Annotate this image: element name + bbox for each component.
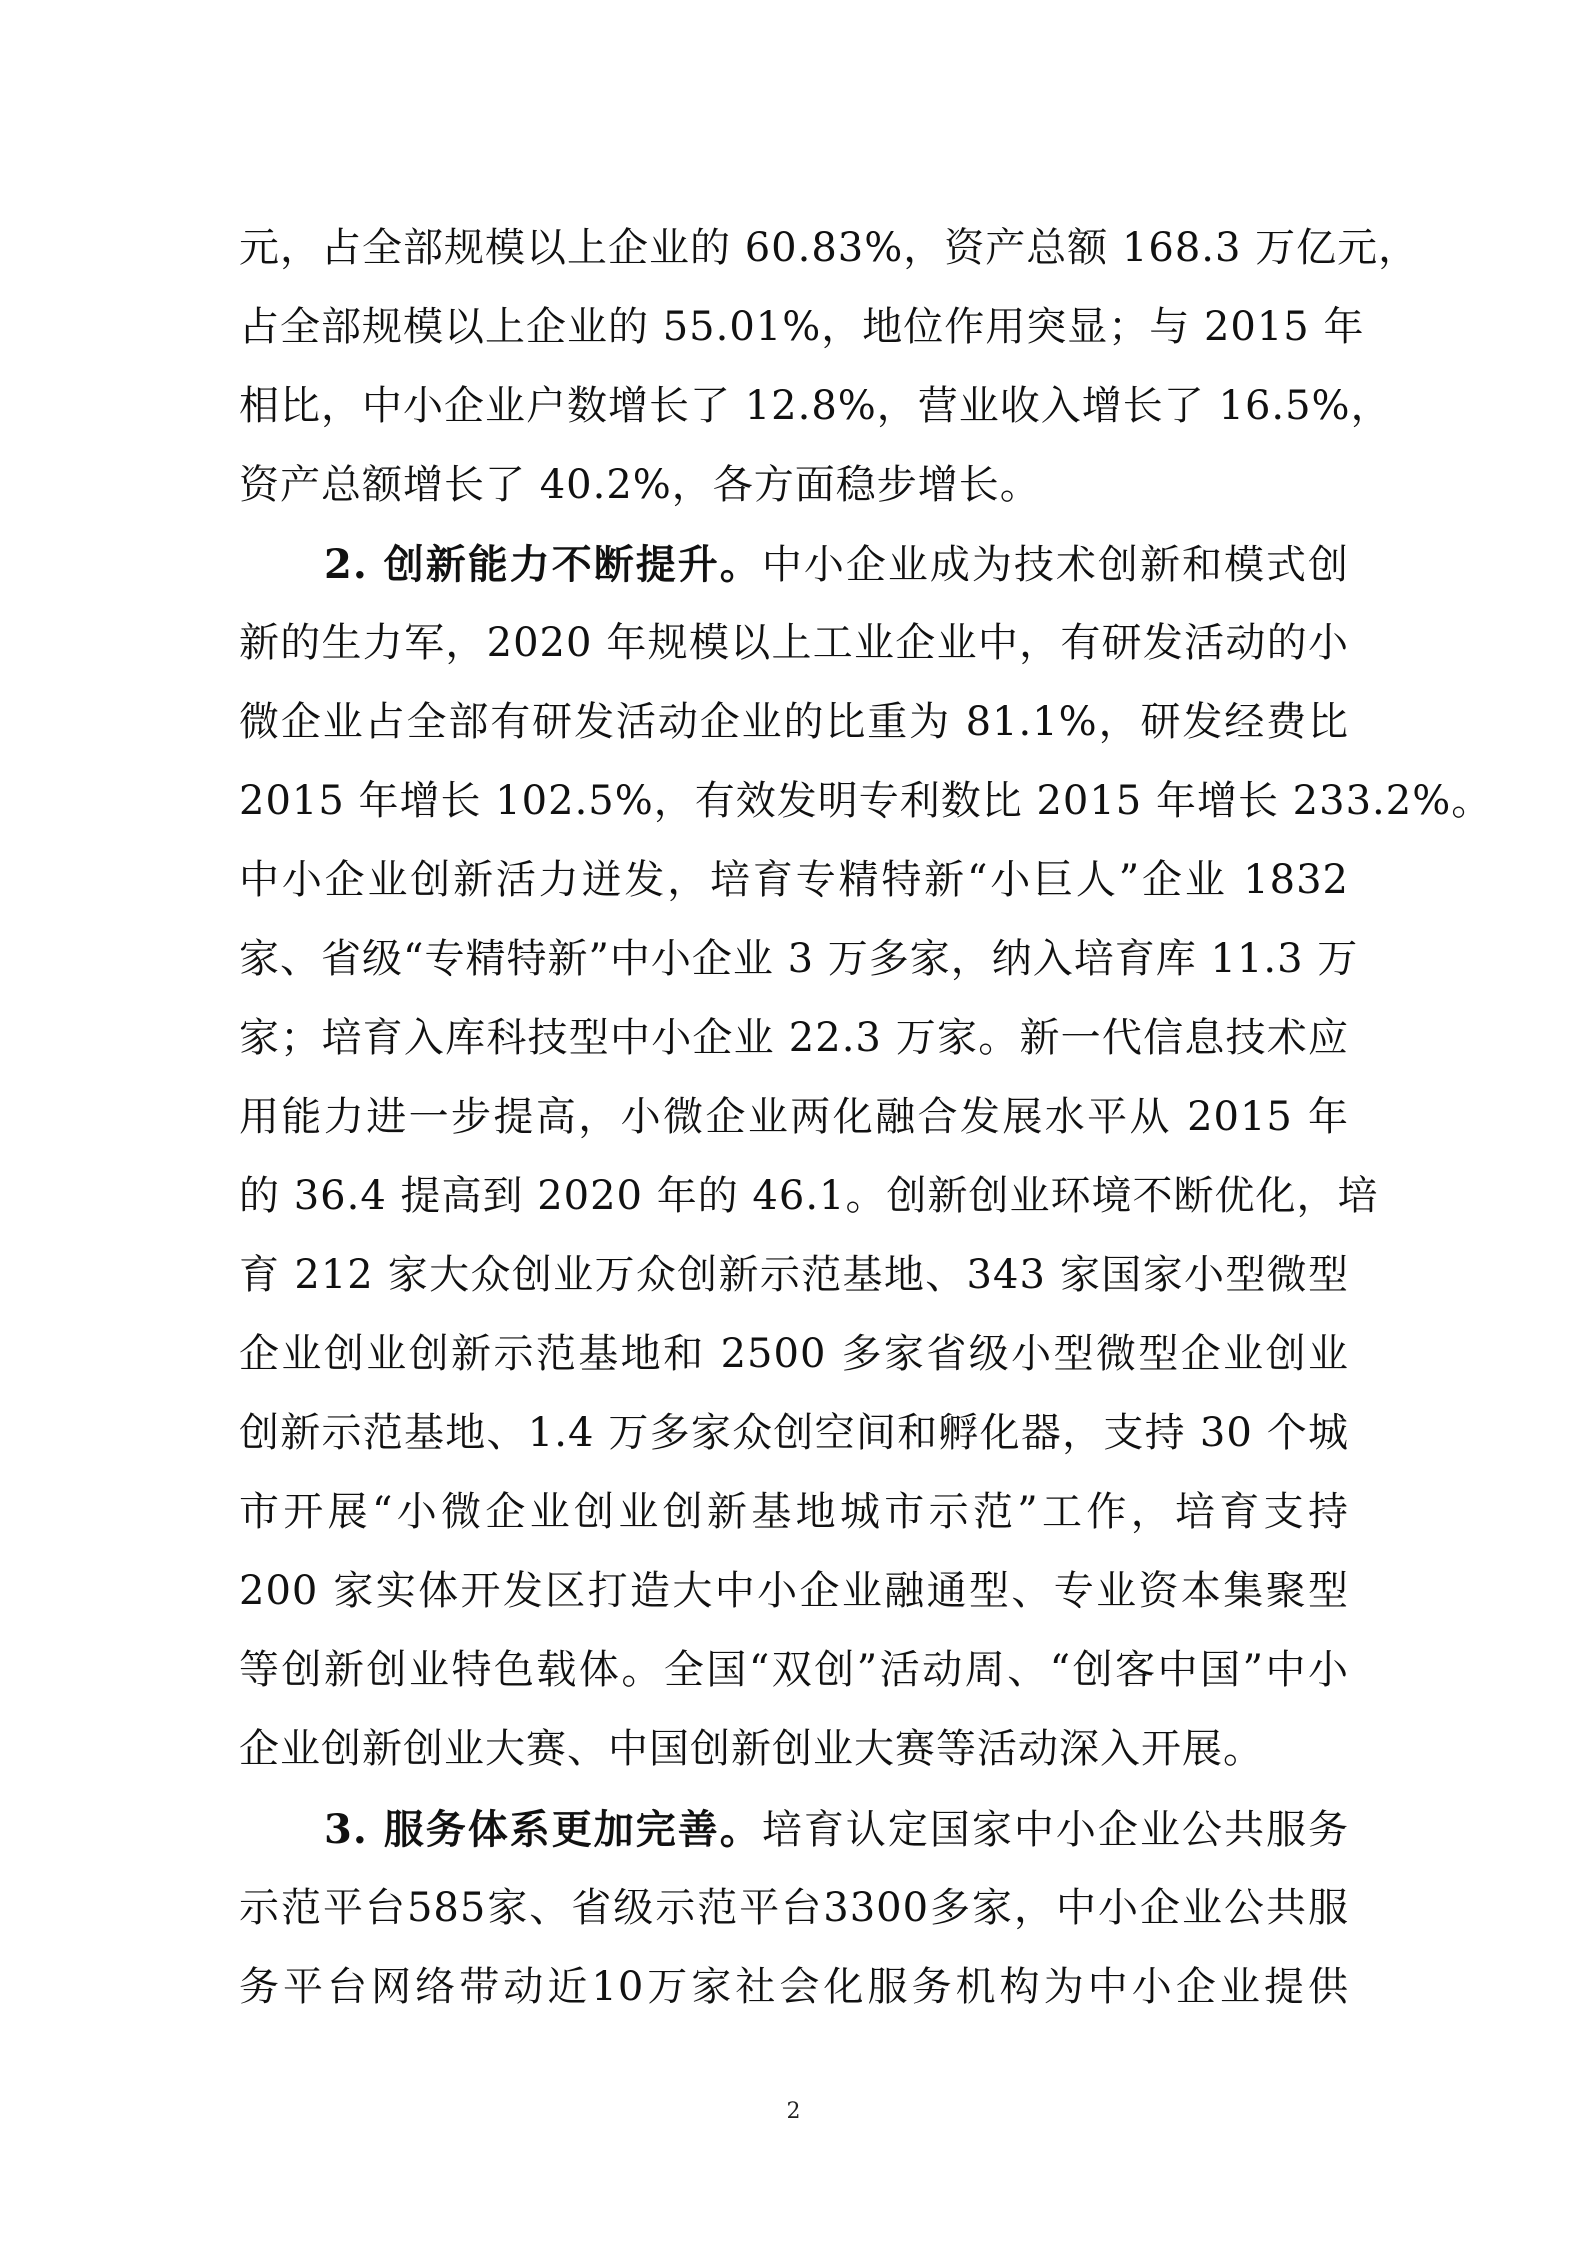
section-first-line (239, 525, 1349, 604)
section-heading: 3. 服务体系更加完善。 (324, 1806, 762, 1853)
text-line: 2015 年增长 102.5%，有效发明专利数比 2015 年增长 233.2%。 (239, 778, 1493, 824)
text-line: 家；培育入库科技型中小企业 22.3 万家。新一代信息技术应 (239, 1015, 1349, 1061)
section-service-system (239, 1790, 1349, 2027)
text-line: 企业创业创新示范基地和 2500 多家省级小型微型企业创业 (239, 1331, 1349, 1377)
text-line: 企业创新创业大赛、中国创新创业大赛等活动深入开展。 (239, 1726, 1264, 1772)
text-line: 示范平台585家、省级示范平台3300多家，中小企业公共服 (239, 1885, 1349, 1931)
text-line: 新的生力军，2020 年规模以上工业企业中，有研发活动的小 (239, 620, 1349, 666)
text-line: 等创新创业特色载体。全国“双创”活动周、“创客中国”中小 (239, 1647, 1349, 1693)
text-line: 占全部规模以上企业的 55.01%，地位作用突显；与 2015 年 (239, 304, 1365, 350)
section-innovation (239, 525, 1493, 1789)
section-heading: 2. 创新能力不断提升。 (324, 541, 762, 588)
text-line: 资产总额增长了 40.2%，各方面稳步增长。 (239, 462, 1041, 508)
text-line: 市开展“小微企业创业创新基地城市示范”工作，培育支持 (239, 1489, 1349, 1535)
text-line: 相比，中小企业户数增长了 12.8%，营业收入增长了 16.5%， (239, 383, 1392, 429)
section-first-line-text: 中小企业成为技术创新和模式创 (761, 542, 1350, 588)
text-line: 育 212 家大众创业万众创新示范基地、343 家国家小型微型 (239, 1252, 1349, 1298)
section-first-line-text: 培育认定国家中小企业公共服务 (761, 1807, 1350, 1853)
text-line: 创新示范基地、1.4 万多家众创空间和孵化器，支持 30 个城 (239, 1410, 1349, 1456)
text-line: 用能力进一步提高，小微企业两化融合发展水平从 2015 年 (239, 1094, 1349, 1140)
text-line: 元，占全部规模以上企业的 60.83%，资产总额 168.3 万亿元， (239, 225, 1420, 271)
text-line: 家、省级“专精特新”中小企业 3 万多家，纳入培育库 11.3 万 (239, 936, 1359, 982)
text-line: 200 家实体开发区打造大中小企业融通型、专业资本集聚型 (239, 1568, 1349, 1614)
section-first-line (239, 1790, 1349, 1869)
text-line: 中小企业创新活力迸发，培育专精特新“小巨人”企业 1832 (239, 857, 1349, 903)
page-number: 2 (786, 2099, 801, 2124)
paragraph-continuation (239, 209, 1420, 525)
text-line: 的 36.4 提高到 2020 年的 46.1。创新创业环境不断优化，培 (239, 1173, 1379, 1219)
text-line: 微企业占全部有研发活动企业的比重为 81.1%，研发经费比 (239, 699, 1349, 745)
text-line: 务平台网络带动近10万家社会化服务机构为中小企业提供 (239, 1964, 1349, 2010)
